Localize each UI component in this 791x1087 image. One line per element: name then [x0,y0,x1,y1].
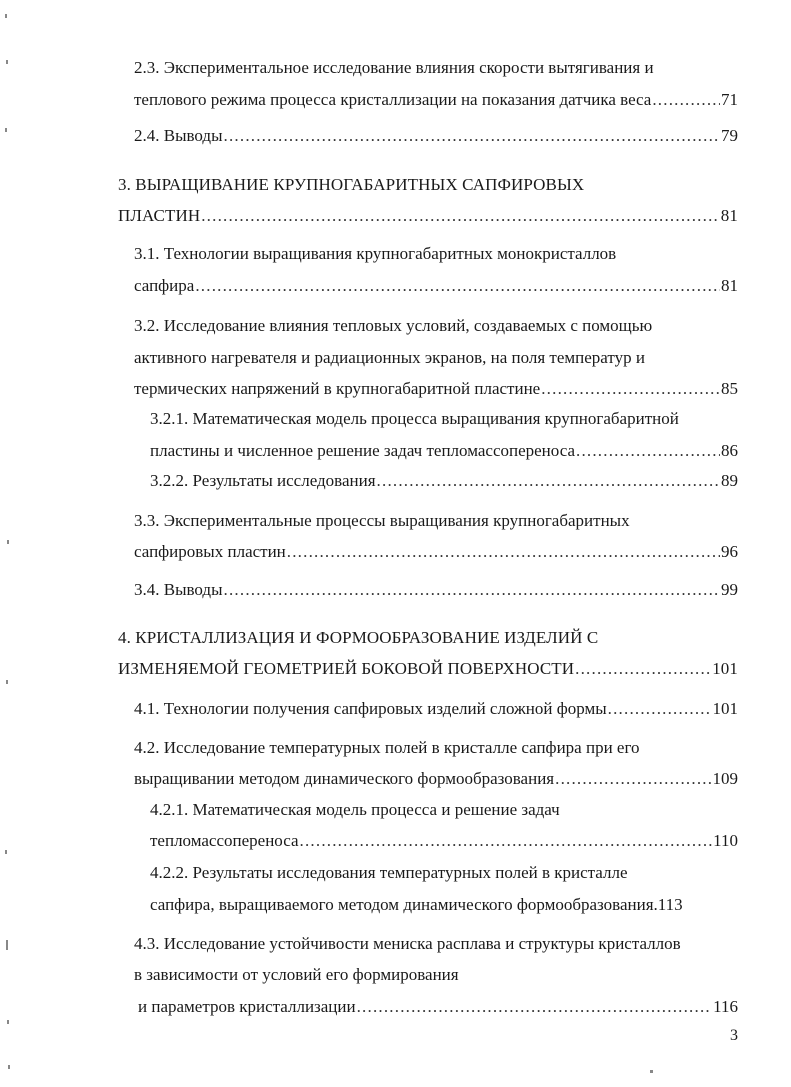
toc-page-number: 99 [721,580,738,599]
toc-chapter-4[interactable] [118,658,738,680]
toc-entry-4-2-2[interactable] [150,894,738,916]
toc-page-number: 109 [712,769,738,788]
toc-entry-4-2-2-line1: 4.2.2. Результаты исследования температурных полей в кристалле [150,863,628,882]
toc-entry-3-2-1-line1: 3.2.1. Математическая модель процесса выращивания крупногабаритной [150,409,679,428]
dot-leader [555,768,711,790]
toc-entry-4-2-line2: выращивании методом динамического формообразования [134,769,555,788]
toc-entry-3-3-line1: 3.3. Экспериментальные процессы выращивания крупногабаритных [134,511,630,530]
toc-entry-4-2-1-line1: 4.2.1. Математическая модель процесса и решение задач [150,800,560,819]
toc-entry-3-4[interactable] [134,579,738,601]
scan-speck [5,128,7,132]
dot-leader [201,205,720,227]
scan-speck [6,940,8,950]
toc-entry-3-2-line3: термических напряжений в крупногабаритной пластине [134,379,541,398]
scan-speck [7,1020,9,1024]
toc-page-number: 89 [721,471,738,490]
toc-page-number: 116 [713,997,738,1016]
toc-entry-2-3[interactable] [134,89,738,111]
toc-entry-3-1-line1: 3.1. Технологии выращивания крупногабаритных монокристаллов [134,244,617,263]
dot-leader [541,378,720,400]
toc-entry-title: 2.4. Выводы [134,126,223,145]
toc-entry-3-1-line2: сапфира [134,276,195,295]
toc-chapter-3-line1: 3. ВЫРАЩИВАНИЕ КРУПНОГАБАРИТНЫХ САПФИРОВЫХ [118,175,585,194]
dot-leader [300,830,713,852]
toc-entry-3-2-line1: 3.2. Исследование влияния тепловых условий, создаваемых с помощью [134,316,653,335]
toc-page-number: 81 [720,206,738,225]
toc-page-number: 96 [721,542,738,561]
toc-entry-4-1[interactable] [134,698,738,720]
dot-leader [195,275,720,297]
toc-entry-3-2-1-line2: пластины и численное решение задач тепломассопереноса [150,441,575,460]
scan-speck [7,540,9,544]
scan-speck [6,60,8,64]
toc-entry-4-3-line1: 4.3. Исследование устойчивости мениска расплава и структуры кристаллов [134,934,681,953]
toc-entry-4-2-1-line2: тепломассопереноса [150,831,299,850]
toc-page-number: 113 [657,895,683,914]
toc-chapter-4-line2: ИЗМЕНЯЕМОЙ ГЕОМЕТРИЕЙ БОКОВОЙ ПОВЕРХНОСТИ [118,659,575,678]
dot-leader [652,89,720,111]
toc-entry-4-2-1[interactable] [150,830,738,852]
toc-entry-2-3-line2: теплового режима процесса кристаллизации на показания датчика веса [134,90,652,109]
toc-page-number: 110 [713,831,738,850]
toc-page-number: 101 [712,699,738,718]
toc-entry-3-2[interactable] [134,378,738,400]
toc-entry-4-2[interactable] [134,768,738,790]
toc-entry-title: 4.1. Технологии получения сапфировых изделий сложной формы [134,699,607,718]
toc-entry-3-3-line2: сапфировых пластин [134,542,286,561]
page-number: 3 [730,1027,738,1044]
dot-leader [575,658,711,680]
toc-entry-4-3-line3: и параметров кристаллизации [138,997,356,1016]
toc-chapter-4-line1: 4. КРИСТАЛЛИЗАЦИЯ И ФОРМООБРАЗОВАНИЕ ИЗДЕЛИЙ С [118,628,599,647]
dot-leader [576,440,720,462]
dot-leader [608,698,712,720]
toc-entry-4-2-2-line2: сапфира, выращиваемого методом динамического формообразования. [150,895,658,914]
toc-page-number: 85 [721,379,738,398]
toc-entry-3-2-1[interactable] [150,440,738,462]
toc-entry-2-4[interactable] [134,125,738,147]
toc-entry-2-3-line1: 2.3. Экспериментальное исследование влияния скорости вытягивания и [134,58,654,77]
toc-entry-4-3[interactable] [138,996,738,1018]
scan-speck [6,680,8,684]
toc-page-number: 71 [721,90,738,109]
dot-leader [224,125,720,147]
toc-entry-4-3-line2: в зависимости от условий его формирования [134,965,459,984]
toc-entry-3-1[interactable] [134,275,738,297]
scan-speck [5,850,7,854]
toc-chapter-3[interactable] [118,205,738,227]
toc-page-number: 79 [721,126,738,145]
scan-speck [8,1065,10,1069]
scan-speck [650,1070,653,1073]
toc-page-number: 101 [712,659,738,678]
dot-leader [287,541,720,563]
scan-speck [5,14,7,18]
toc-entry-4-2-line1: 4.2. Исследование температурных полей в кристалле сапфира при его [134,738,640,757]
toc-entry-title: 3.2.2. Результаты исследования [150,471,376,490]
toc-entry-3-2-2[interactable] [150,470,738,492]
toc-chapter-3-line2: ПЛАСТИН [118,206,201,225]
toc-page-number: 86 [721,441,738,460]
toc-entry-3-3[interactable] [134,541,738,563]
toc-entry-3-2-line2: активного нагревателя и радиационных экранов, на поля температур и [134,348,645,367]
toc-entry-title: 3.4. Выводы [134,580,223,599]
dot-leader [377,470,720,492]
dot-leader [357,996,713,1018]
toc-page-number: 81 [721,276,738,295]
dot-leader [224,579,720,601]
